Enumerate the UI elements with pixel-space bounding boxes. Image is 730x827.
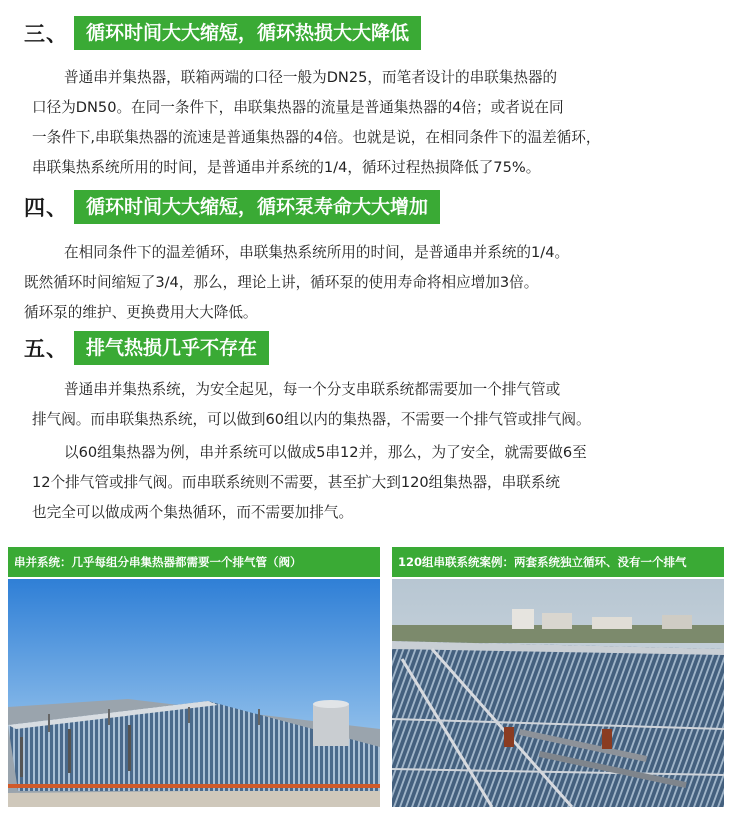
section-4-heading: [24, 190, 440, 224]
photo-series-parallel: [8, 547, 380, 807]
section-5-number: 五、: [24, 337, 68, 361]
photo-2-image: [392, 579, 724, 807]
section-3-line-4: 串联集热系统所用的时间，是普通串并系统的1/4，循环过程热损降低了75%。: [32, 159, 541, 176]
photo-2-caption: 120组串联系统案例：两套系统独立循环、没有一个排气: [392, 547, 724, 577]
section-3-number: 三、: [24, 22, 68, 46]
section-5-heading: [24, 331, 269, 365]
section-4-line-2: 既然循环时间缩短了3/4，那么，理论上讲，循环泵的使用寿命将相应增加3倍。: [24, 274, 539, 291]
photo-1-image: [8, 579, 380, 807]
section-4-line-3: 循环泵的维护、更换费用大大降低。: [24, 304, 258, 321]
section-3-line-2: 口径为DN50。在同一条件下，串联集热器的流量是普通集热器的4倍；或者说在同: [32, 99, 564, 116]
section-4-title: 循环时间大大缩短，循环泵寿命大大增加: [74, 190, 440, 224]
photo-1-caption: 串并系统：几乎每组分串集热器都需要一个排气管（阀）: [8, 547, 380, 577]
section-3-line-3: 一条件下,串联集热器的流速是普通集热器的4倍。也就是说，在相同条件下的温差循环，: [32, 129, 601, 146]
section-3-line-1: 普通串并集热器，联箱两端的口径一般为DN25，而笔者设计的串联集热器的: [64, 69, 558, 86]
section-5-line-1: 普通串并集热系统，为安全起见，每一个分支串联系统都需要加一个排气管或: [64, 381, 561, 398]
section-4-line-1: 在相同条件下的温差循环，串联集热系统所用的时间，是普通串并系统的1/4。: [64, 244, 570, 261]
photo-series-case: [392, 547, 724, 807]
section-5-title: 排气热损几乎不存在: [74, 331, 269, 365]
section-5-line-3: 以60组集热器为例，串并系统可以做成5串12并，那么，为了安全，就需要做6至: [64, 444, 587, 461]
section-3-heading: [24, 16, 421, 50]
section-4-number: 四、: [24, 196, 68, 220]
section-5-line-5: 也完全可以做成两个集热循环，而不需要加排气。: [32, 504, 354, 521]
section-5-line-4: 12个排气管或排气阀。而串联系统则不需要，甚至扩大到120组集热器，串联系统: [32, 474, 561, 491]
section-3-title: 循环时间大大缩短，循环热损大大降低: [74, 16, 421, 50]
section-5-line-2: 排气阀。而串联集热系统，可以做到60组以内的集热器，不需要一个排气管或排气阀。: [32, 411, 591, 428]
